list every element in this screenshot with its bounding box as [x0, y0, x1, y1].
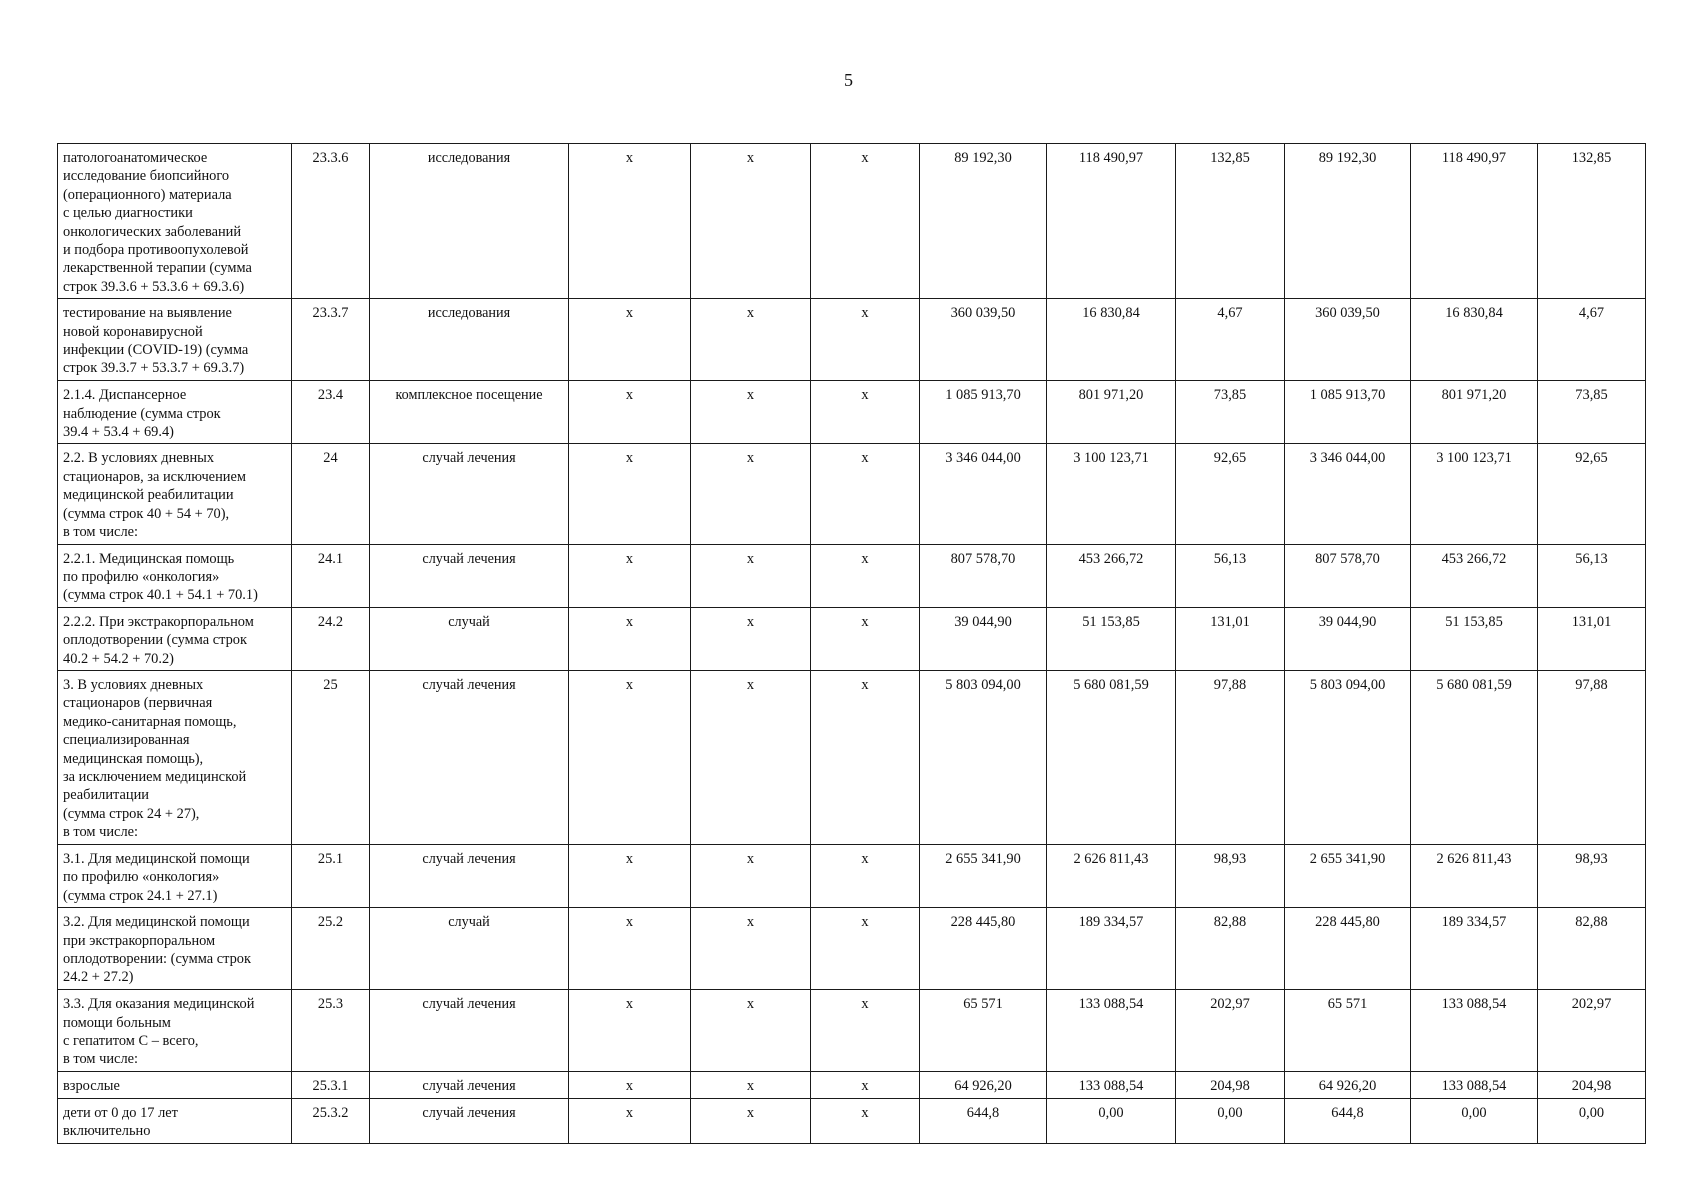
- table-row: [58, 544, 1646, 607]
- value-cell: х: [691, 908, 811, 990]
- row-name-cell: 3.3. Для оказания медицинской помощи больным с гепатитом С – всего, в том числе:: [58, 990, 292, 1072]
- row-name-cell: 3. В условиях дневных стационаров (первичная медико-санитарная помощь, специализированная медицинская помощь), за исключением медицинской реабилитации (сумма строк 24 + 27), в том числе:: [58, 670, 292, 844]
- table-row: [58, 607, 1646, 670]
- value-cell: х: [811, 1098, 920, 1143]
- unit-cell: случай лечения: [370, 444, 569, 544]
- value-cell: 801 971,20: [1411, 381, 1538, 444]
- row-code-cell: 23.3.6: [292, 144, 370, 299]
- row-name-cell: 2.1.4. Диспансерное наблюдение (сумма строк 39.4 + 53.4 + 69.4): [58, 381, 292, 444]
- value-cell: х: [691, 844, 811, 907]
- row-name-cell: 2.2.1. Медицинская помощь по профилю «онкология» (сумма строк 40.1 + 54.1 + 70.1): [58, 544, 292, 607]
- value-cell: х: [691, 1072, 811, 1098]
- value-cell: х: [569, 381, 691, 444]
- value-cell: 0,00: [1176, 1098, 1285, 1143]
- table-row: [58, 444, 1646, 544]
- value-cell: х: [811, 144, 920, 299]
- table-row: [58, 990, 1646, 1072]
- row-code-cell: 24.1: [292, 544, 370, 607]
- value-cell: 360 039,50: [1285, 299, 1411, 381]
- value-cell: х: [691, 990, 811, 1072]
- value-cell: 4,67: [1176, 299, 1285, 381]
- table-row: [58, 1072, 1646, 1098]
- value-cell: 3 100 123,71: [1047, 444, 1176, 544]
- value-cell: 39 044,90: [920, 607, 1047, 670]
- value-cell: х: [691, 299, 811, 381]
- value-cell: х: [811, 1072, 920, 1098]
- value-cell: 2 626 811,43: [1047, 844, 1176, 907]
- value-cell: 189 334,57: [1047, 908, 1176, 990]
- table-row: [58, 844, 1646, 907]
- unit-cell: случай лечения: [370, 544, 569, 607]
- value-cell: 82,88: [1538, 908, 1646, 990]
- value-cell: 0,00: [1538, 1098, 1646, 1143]
- unit-cell: случай: [370, 607, 569, 670]
- value-cell: 2 655 341,90: [1285, 844, 1411, 907]
- value-cell: х: [691, 607, 811, 670]
- value-cell: 98,93: [1176, 844, 1285, 907]
- value-cell: х: [811, 990, 920, 1072]
- unit-cell: случай: [370, 908, 569, 990]
- value-cell: 64 926,20: [920, 1072, 1047, 1098]
- value-cell: 228 445,80: [920, 908, 1047, 990]
- value-cell: 133 088,54: [1411, 1072, 1538, 1098]
- row-name-cell: 2.2. В условиях дневных стационаров, за исключением медицинской реабилитации (сумма строк 40 + 54 + 70), в том числе:: [58, 444, 292, 544]
- unit-cell: исследования: [370, 299, 569, 381]
- value-cell: 97,88: [1538, 670, 1646, 844]
- value-cell: 5 680 081,59: [1411, 670, 1538, 844]
- value-cell: х: [569, 1098, 691, 1143]
- value-cell: 3 346 044,00: [1285, 444, 1411, 544]
- value-cell: 97,88: [1176, 670, 1285, 844]
- row-name-cell: тестирование на выявление новой коронавирусной инфекции (COVID-19) (сумма строк 39.3.7 + 53.3.7 + 69.3.7): [58, 299, 292, 381]
- value-cell: 56,13: [1538, 544, 1646, 607]
- row-name-cell: 3.1. Для медицинской помощи по профилю «онкология» (сумма строк 24.1 + 27.1): [58, 844, 292, 907]
- table-row: [58, 381, 1646, 444]
- row-code-cell: 25.2: [292, 908, 370, 990]
- value-cell: 360 039,50: [920, 299, 1047, 381]
- table-row: [58, 144, 1646, 299]
- value-cell: х: [811, 844, 920, 907]
- value-cell: х: [569, 844, 691, 907]
- value-cell: 64 926,20: [1285, 1072, 1411, 1098]
- row-code-cell: 25.3.2: [292, 1098, 370, 1143]
- value-cell: х: [811, 670, 920, 844]
- value-cell: 118 490,97: [1047, 144, 1176, 299]
- value-cell: 204,98: [1176, 1072, 1285, 1098]
- value-cell: 2 655 341,90: [920, 844, 1047, 907]
- value-cell: 644,8: [920, 1098, 1047, 1143]
- value-cell: 133 088,54: [1411, 990, 1538, 1072]
- row-code-cell: 25.3: [292, 990, 370, 1072]
- value-cell: х: [691, 444, 811, 544]
- value-cell: х: [569, 670, 691, 844]
- value-cell: х: [569, 1072, 691, 1098]
- value-cell: х: [811, 299, 920, 381]
- value-cell: х: [569, 908, 691, 990]
- table-row: [58, 908, 1646, 990]
- value-cell: х: [811, 908, 920, 990]
- value-cell: 3 346 044,00: [920, 444, 1047, 544]
- value-cell: х: [569, 444, 691, 544]
- financing-table: [57, 143, 1646, 1144]
- value-cell: 189 334,57: [1411, 908, 1538, 990]
- value-cell: 1 085 913,70: [920, 381, 1047, 444]
- value-cell: 98,93: [1538, 844, 1646, 907]
- value-cell: х: [811, 544, 920, 607]
- value-cell: 131,01: [1538, 607, 1646, 670]
- value-cell: 0,00: [1047, 1098, 1176, 1143]
- value-cell: х: [811, 381, 920, 444]
- value-cell: 5 803 094,00: [1285, 670, 1411, 844]
- value-cell: 65 571: [1285, 990, 1411, 1072]
- value-cell: 4,67: [1538, 299, 1646, 381]
- row-name-cell: 2.2.2. При экстракорпоральном оплодотворении (сумма строк 40.2 + 54.2 + 70.2): [58, 607, 292, 670]
- value-cell: 118 490,97: [1411, 144, 1538, 299]
- value-cell: 2 626 811,43: [1411, 844, 1538, 907]
- value-cell: 5 803 094,00: [920, 670, 1047, 844]
- value-cell: 453 266,72: [1047, 544, 1176, 607]
- unit-cell: исследования: [370, 144, 569, 299]
- value-cell: 16 830,84: [1047, 299, 1176, 381]
- value-cell: х: [569, 990, 691, 1072]
- value-cell: 133 088,54: [1047, 1072, 1176, 1098]
- value-cell: х: [691, 381, 811, 444]
- value-cell: 51 153,85: [1411, 607, 1538, 670]
- value-cell: х: [691, 144, 811, 299]
- value-cell: 133 088,54: [1047, 990, 1176, 1072]
- row-code-cell: 25: [292, 670, 370, 844]
- row-code-cell: 23.3.7: [292, 299, 370, 381]
- value-cell: 132,85: [1538, 144, 1646, 299]
- value-cell: х: [691, 544, 811, 607]
- value-cell: 89 192,30: [920, 144, 1047, 299]
- value-cell: х: [691, 1098, 811, 1143]
- value-cell: 204,98: [1538, 1072, 1646, 1098]
- unit-cell: случай лечения: [370, 844, 569, 907]
- value-cell: 644,8: [1285, 1098, 1411, 1143]
- value-cell: 92,65: [1176, 444, 1285, 544]
- value-cell: 132,85: [1176, 144, 1285, 299]
- value-cell: 1 085 913,70: [1285, 381, 1411, 444]
- value-cell: 92,65: [1538, 444, 1646, 544]
- row-code-cell: 24.2: [292, 607, 370, 670]
- value-cell: 807 578,70: [920, 544, 1047, 607]
- value-cell: 807 578,70: [1285, 544, 1411, 607]
- value-cell: 65 571: [920, 990, 1047, 1072]
- value-cell: 202,97: [1538, 990, 1646, 1072]
- row-name-cell: дети от 0 до 17 лет включительно: [58, 1098, 292, 1143]
- unit-cell: случай лечения: [370, 1072, 569, 1098]
- row-code-cell: 24: [292, 444, 370, 544]
- unit-cell: случай лечения: [370, 1098, 569, 1143]
- value-cell: 228 445,80: [1285, 908, 1411, 990]
- value-cell: 73,85: [1538, 381, 1646, 444]
- value-cell: 39 044,90: [1285, 607, 1411, 670]
- value-cell: х: [569, 607, 691, 670]
- unit-cell: случай лечения: [370, 990, 569, 1072]
- value-cell: 73,85: [1176, 381, 1285, 444]
- value-cell: 16 830,84: [1411, 299, 1538, 381]
- value-cell: 5 680 081,59: [1047, 670, 1176, 844]
- value-cell: 82,88: [1176, 908, 1285, 990]
- value-cell: х: [691, 670, 811, 844]
- unit-cell: случай лечения: [370, 670, 569, 844]
- value-cell: 56,13: [1176, 544, 1285, 607]
- value-cell: 453 266,72: [1411, 544, 1538, 607]
- value-cell: 801 971,20: [1047, 381, 1176, 444]
- value-cell: х: [569, 299, 691, 381]
- unit-cell: комплексное посещение: [370, 381, 569, 444]
- row-name-cell: 3.2. Для медицинской помощи при экстракорпоральном оплодотворении: (сумма строк 24.2 + 27.2): [58, 908, 292, 990]
- table-body: [58, 144, 1646, 1144]
- value-cell: 0,00: [1411, 1098, 1538, 1143]
- row-name-cell: патологоанатомическое исследование биопсийного (операционного) материала с целью диагностики онкологических заболеваний и подбора противоопухолевой лекарственной терапии (сумма строк 39.3.6 + 53.3.6 + 69.3.6): [58, 144, 292, 299]
- row-code-cell: 23.4: [292, 381, 370, 444]
- value-cell: х: [811, 607, 920, 670]
- value-cell: х: [569, 144, 691, 299]
- table-row: [58, 1098, 1646, 1143]
- row-name-cell: взрослые: [58, 1072, 292, 1098]
- table-row: [58, 299, 1646, 381]
- table-row: [58, 670, 1646, 844]
- value-cell: 51 153,85: [1047, 607, 1176, 670]
- page-number: 5: [844, 70, 853, 90]
- row-code-cell: 25.1: [292, 844, 370, 907]
- value-cell: 131,01: [1176, 607, 1285, 670]
- value-cell: 89 192,30: [1285, 144, 1411, 299]
- value-cell: 3 100 123,71: [1411, 444, 1538, 544]
- value-cell: х: [569, 544, 691, 607]
- value-cell: 202,97: [1176, 990, 1285, 1072]
- value-cell: х: [811, 444, 920, 544]
- row-code-cell: 25.3.1: [292, 1072, 370, 1098]
